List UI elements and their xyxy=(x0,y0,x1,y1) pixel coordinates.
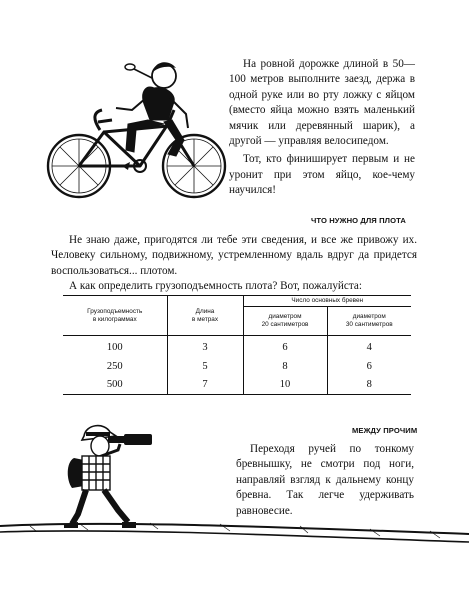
header-diameter-20: диаметром 20 сантиметров xyxy=(243,307,327,336)
log-walker-illustration xyxy=(0,418,469,598)
raft-paragraph-2: А как определить грузоподъемность плота? Вот, пожалуйста: xyxy=(69,280,362,293)
cell-logs-30: 4 xyxy=(327,336,411,357)
cell-logs-20: 8 xyxy=(243,357,327,376)
cell-length: 5 xyxy=(167,357,243,376)
cell-logs-20: 10 xyxy=(243,375,327,394)
intro-text xyxy=(229,57,415,199)
raft-heading: ЧТО НУЖНО ДЛЯ ПЛОТА xyxy=(311,216,406,225)
cell-length: 7 xyxy=(167,375,243,394)
cell-logs-20: 6 xyxy=(243,336,327,357)
cell-capacity: 100 xyxy=(63,336,167,357)
cyclist-illustration xyxy=(36,54,236,214)
cell-capacity: 250 xyxy=(63,357,167,376)
raft-capacity-table xyxy=(63,295,411,395)
header-length: Длина в метрах xyxy=(167,296,243,336)
cell-logs-30: 8 xyxy=(327,375,411,394)
header-capacity: Грузоподъемность в килограммах xyxy=(63,296,167,336)
table-row xyxy=(63,375,411,394)
cell-length: 3 xyxy=(167,336,243,357)
intro-paragraph-1: На ровной дорожке длиной в 50—100 метров выполните заезд, держа в одной руке или во рту ложку с яйцом (вместо яйца можно взять маленький мячик или деревянный шарик), а другой — управляя велосипедом. xyxy=(229,58,415,148)
cell-capacity: 500 xyxy=(63,375,167,394)
between-paragraph-1: Переходя ручей по тонкому бревнышку, не смотри под ноги, направляй взгляд к дальнему концу бревна. Так легче удерживать равновесие. xyxy=(236,443,414,517)
raft-text xyxy=(51,233,417,295)
raft-paragraph-1: Не знаю даже, пригодятся ли тебе эти сведения, и все же привожу их. Человеку сильному, подвижному, устремленному вдаль вдруг да придется воспользоваться... плотом. xyxy=(51,234,417,277)
header-diameter-30: диаметром 30 сантиметров xyxy=(327,307,411,336)
table-row xyxy=(63,357,411,376)
table-row xyxy=(63,336,411,357)
intro-paragraph-2: Тот, кто финиширует первым и не уронит при этом яйцо, кое-чему научился! xyxy=(229,153,415,197)
between-heading: МЕЖДУ ПРОЧИМ xyxy=(352,426,418,435)
header-log-count: Число основных бревен xyxy=(243,296,411,307)
cell-logs-30: 6 xyxy=(327,357,411,376)
